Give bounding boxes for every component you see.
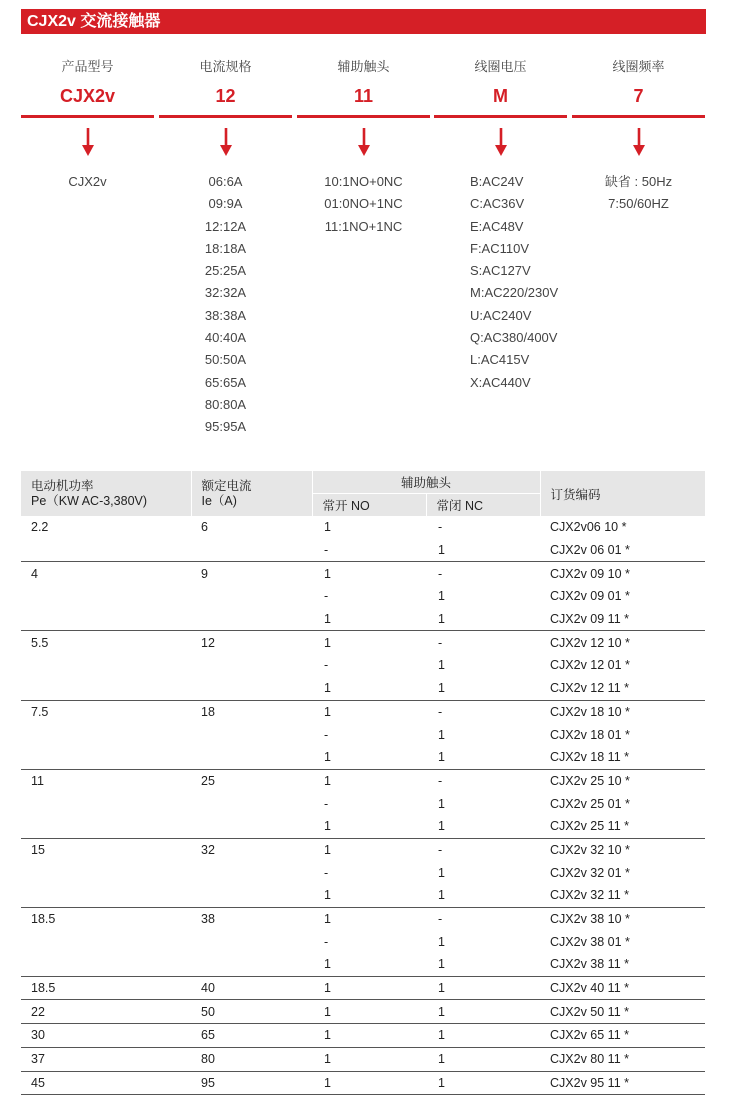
code-column-title: 线圈电压	[474, 59, 527, 74]
cell-rated-current	[191, 677, 312, 700]
cell-order-code: CJX2v 06 01 *	[540, 539, 705, 562]
cell-nc: -	[438, 635, 443, 650]
code-column-rule	[434, 115, 567, 118]
code-column-rule	[21, 115, 154, 118]
cell-rated-current: 40	[191, 976, 312, 1000]
cell-motor-power	[21, 585, 191, 608]
header-motor-power	[21, 471, 191, 516]
header-no: 常开 NO	[312, 494, 426, 517]
table-row	[21, 838, 705, 861]
cell-rated-current: 12	[201, 635, 215, 650]
code-column	[572, 57, 705, 216]
header-aux-contacts: 辅助触头	[312, 471, 540, 494]
table-row	[21, 677, 705, 700]
cell-motor-power	[21, 884, 191, 907]
arrow-down-icon	[572, 126, 705, 166]
cell-order-code: CJX2v 09 10 *	[550, 566, 630, 581]
cell-order-code: CJX2v 38 01 *	[550, 934, 630, 949]
cell-no: -	[324, 727, 329, 742]
cell-nc: 1	[438, 796, 445, 811]
header-nc: 常闭 NC	[426, 494, 540, 517]
arrow-down-icon	[21, 126, 154, 166]
cell-motor-power	[21, 953, 191, 976]
cell-rated-current: 50	[191, 1000, 312, 1024]
table-row	[21, 1047, 705, 1071]
cell-motor-power	[21, 654, 191, 677]
code-column	[21, 57, 154, 193]
table-row	[21, 631, 705, 654]
cell-nc: -	[438, 566, 443, 581]
cell-motor-power	[21, 861, 191, 884]
cell-no: -	[324, 796, 329, 811]
code-option: 50:50A	[204, 352, 247, 368]
code-option: 38:38A	[204, 307, 247, 323]
cell-order-code: CJX2v 18 10 *	[550, 704, 630, 719]
cell-rated-current	[191, 884, 312, 907]
cell-order-code: CJX2v 32 11 *	[540, 884, 705, 907]
cell-no: 1	[312, 815, 426, 838]
code-option: F:AC110V	[470, 240, 530, 256]
table-row	[21, 861, 705, 884]
code-option: M:AC220/230V	[470, 285, 559, 301]
cell-motor-power	[21, 608, 191, 631]
cell-nc: 1	[426, 608, 540, 631]
cell-order-code: CJX2v 09 11 *	[540, 608, 705, 631]
cell-nc: 1	[426, 746, 540, 769]
cell-no: 1	[324, 842, 331, 857]
cell-nc: 1	[438, 727, 445, 742]
cell-rated-current	[191, 746, 312, 769]
cell-nc: 1	[426, 1071, 540, 1095]
code-option: 12:12A	[204, 218, 247, 234]
code-option: X:AC440V	[470, 374, 531, 390]
table-row	[21, 930, 705, 953]
cell-rated-current	[191, 608, 312, 631]
cell-nc: 1	[426, 884, 540, 907]
cell-no: 1	[312, 1000, 426, 1024]
cell-motor-power: 18.5	[31, 912, 56, 927]
table-row	[21, 1071, 705, 1095]
cell-no: 1	[324, 520, 331, 535]
cell-order-code: CJX2v 38 11 *	[540, 953, 705, 976]
cell-no: -	[324, 589, 329, 604]
header-motor-power-line2: Pe（KW AC-3,380V)	[31, 493, 148, 508]
cell-no: 1	[312, 746, 426, 769]
cell-nc: 1	[426, 1000, 540, 1024]
cell-motor-power	[21, 792, 191, 815]
header-rated-current	[191, 471, 312, 516]
code-column-value: 12	[215, 86, 236, 106]
code-column-title: 电流规格	[199, 59, 252, 74]
cell-order-code: CJX2v 38 10 *	[550, 912, 630, 927]
cell-rated-current	[191, 815, 312, 838]
cell-rated-current: 32	[201, 842, 215, 857]
header-motor-power-line1: 电动机功率	[31, 478, 94, 493]
code-option: 18:18A	[204, 240, 247, 256]
code-option: 09:9A	[208, 196, 243, 212]
table-row	[21, 976, 705, 1000]
code-option: 80:80A	[204, 396, 247, 412]
code-column-value: 7	[633, 86, 644, 106]
cell-motor-power	[21, 930, 191, 953]
cell-nc: 1	[426, 815, 540, 838]
cell-rated-current: 25	[201, 773, 215, 788]
table-row	[21, 792, 705, 815]
cell-no: -	[312, 539, 426, 562]
cell-rated-current	[191, 723, 312, 746]
code-column-title: 产品型号	[61, 59, 114, 74]
cell-motor-power: 22	[21, 1000, 191, 1024]
cell-nc: 1	[438, 934, 445, 949]
cell-order-code: CJX2v 12 10 *	[550, 635, 630, 650]
cell-no: 1	[324, 773, 331, 788]
code-option: 95:95A	[204, 419, 247, 435]
cell-motor-power: 11	[31, 773, 44, 788]
page-title-bar	[21, 9, 706, 34]
cell-order-code: CJX2v 50 11 *	[540, 1000, 705, 1024]
code-option: 10:1NO+0NC	[324, 174, 403, 189]
table-row	[21, 608, 705, 631]
code-option: B:AC24V	[470, 174, 524, 189]
table-row	[21, 907, 705, 930]
cell-order-code: CJX2v 12 01 *	[550, 658, 630, 673]
cell-rated-current	[191, 792, 312, 815]
cell-order-code: CJX2v 25 01 *	[550, 796, 630, 811]
cell-order-code: CJX2v 25 11 *	[540, 815, 705, 838]
cell-nc: -	[438, 912, 443, 927]
cell-nc: 1	[426, 1047, 540, 1071]
cell-motor-power: 15	[31, 842, 45, 857]
cell-rated-current: 18	[201, 704, 215, 719]
cell-no: 1	[312, 1024, 426, 1048]
code-option: 32:32A	[204, 285, 247, 301]
code-column-rule	[159, 115, 292, 118]
cell-no: 1	[324, 704, 331, 719]
code-column-value: CJX2v	[59, 86, 116, 106]
code-column-options	[159, 171, 292, 439]
cell-rated-current: 95	[191, 1071, 312, 1095]
table-row	[21, 516, 705, 539]
cell-rated-current: 6	[201, 520, 208, 535]
header-rated-current-line2: Ie（A)	[201, 493, 237, 508]
cell-rated-current	[191, 585, 312, 608]
code-column-options	[434, 171, 567, 394]
cell-motor-power: 45	[21, 1071, 191, 1095]
cell-nc: 1	[438, 658, 445, 673]
code-option: 7:50/60HZ	[608, 196, 669, 212]
cell-rated-current: 38	[201, 912, 215, 927]
table-row	[21, 746, 705, 769]
arrow-down-icon	[434, 126, 567, 166]
table-row	[21, 1024, 705, 1048]
table-row	[21, 654, 705, 677]
table-row	[21, 1000, 705, 1024]
cell-rated-current	[191, 953, 312, 976]
code-option: U:AC240V	[470, 307, 532, 323]
cell-no: 1	[324, 566, 331, 581]
cell-nc: 1	[426, 953, 540, 976]
code-option: 06:6A	[208, 174, 243, 189]
cell-no: 1	[312, 953, 426, 976]
cell-nc: 1	[438, 865, 445, 880]
cell-order-code: CJX2v 09 01 *	[550, 589, 630, 604]
ordering-table	[21, 471, 705, 1095]
cell-order-code: CJX2v 40 11 *	[540, 976, 705, 1000]
cell-no: 1	[312, 976, 426, 1000]
code-option: S:AC127V	[470, 263, 531, 279]
cell-rated-current: 9	[201, 566, 208, 581]
cell-motor-power: 30	[21, 1024, 191, 1048]
cell-order-code: CJX2v 25 10 *	[550, 773, 630, 788]
code-option: E:AC48V	[470, 218, 524, 234]
cell-motor-power	[21, 746, 191, 769]
model-code-breakdown	[21, 57, 706, 437]
arrow-down-icon	[159, 126, 292, 166]
code-option: 40:40A	[204, 330, 247, 346]
cell-motor-power	[21, 723, 191, 746]
cell-nc: 1	[426, 677, 540, 700]
table-row	[21, 700, 705, 723]
code-option: CJX2v	[68, 174, 107, 189]
code-column-options	[297, 171, 430, 238]
table-row	[21, 884, 705, 907]
code-column-value: 11	[353, 86, 374, 106]
header-order-code: 订货编码	[540, 471, 705, 516]
cell-order-code: CJX2v 18 11 *	[540, 746, 705, 769]
cell-order-code: CJX2v 95 11 *	[540, 1071, 705, 1095]
table-row	[21, 723, 705, 746]
cell-rated-current	[191, 539, 312, 562]
cell-motor-power: 2.2	[31, 520, 49, 535]
cell-no: 1	[324, 635, 331, 650]
cell-nc: -	[438, 520, 443, 535]
code-option: 缺省 : 50Hz	[604, 174, 673, 189]
cell-motor-power: 5.5	[31, 635, 49, 650]
cell-motor-power: 18.5	[21, 976, 191, 1000]
cell-rated-current: 65	[191, 1024, 312, 1048]
cell-no: 1	[312, 1071, 426, 1095]
cell-order-code: CJX2v06 10 *	[550, 520, 627, 535]
cell-rated-current	[191, 861, 312, 884]
code-option: 25:25A	[204, 263, 247, 279]
code-column-rule	[297, 115, 430, 118]
cell-nc: 1	[426, 1024, 540, 1048]
table-row	[21, 585, 705, 608]
cell-motor-power	[21, 677, 191, 700]
arrow-down-icon	[297, 126, 430, 166]
code-option: 65:65A	[204, 374, 247, 390]
table-row	[21, 815, 705, 838]
cell-motor-power: 7.5	[31, 704, 49, 719]
cell-order-code: CJX2v 18 01 *	[550, 727, 630, 742]
code-option: 11:1NO+1NC	[324, 218, 403, 234]
cell-order-code: CJX2v 32 10 *	[550, 842, 630, 857]
cell-no: -	[324, 934, 329, 949]
cell-motor-power	[21, 815, 191, 838]
cell-no: 1	[324, 912, 331, 927]
cell-nc: -	[438, 704, 443, 719]
code-option: Q:AC380/400V	[470, 330, 558, 346]
table-row	[21, 562, 705, 585]
code-column	[297, 57, 430, 238]
code-column-title: 线圈频率	[612, 59, 665, 74]
ordering-table-body	[21, 516, 705, 1095]
code-option: C:AC36V	[470, 196, 525, 212]
cell-rated-current	[191, 654, 312, 677]
cell-no: 1	[312, 884, 426, 907]
code-option: L:AC415V	[470, 352, 530, 368]
cell-rated-current: 80	[191, 1047, 312, 1071]
cell-nc: 1	[438, 589, 445, 604]
code-column	[434, 57, 567, 394]
table-row	[21, 953, 705, 976]
code-column-value: M	[493, 86, 508, 106]
cell-nc: 1	[426, 539, 540, 562]
cell-no: 1	[312, 608, 426, 631]
cell-order-code: CJX2v 65 11 *	[540, 1024, 705, 1048]
cell-no: 1	[312, 677, 426, 700]
cell-no: -	[324, 658, 329, 673]
cell-nc: -	[438, 842, 443, 857]
cell-order-code: CJX2v 80 11 *	[540, 1047, 705, 1071]
code-option: 01:0NO+1NC	[324, 196, 403, 212]
page-title: CJX2v 交流接触器	[27, 13, 161, 30]
cell-order-code: CJX2v 12 11 *	[540, 677, 705, 700]
table-row	[21, 539, 705, 562]
code-column-rule	[572, 115, 705, 118]
cell-no: -	[324, 865, 329, 880]
cell-no: 1	[312, 1047, 426, 1071]
cell-nc: -	[438, 773, 443, 788]
cell-motor-power: 4	[31, 566, 38, 581]
cell-rated-current	[191, 930, 312, 953]
table-row	[21, 769, 705, 792]
cell-nc: 1	[426, 976, 540, 1000]
cell-motor-power: 37	[21, 1047, 191, 1071]
header-rated-current-line1: 额定电流	[201, 478, 252, 493]
code-column-title: 辅助触头	[337, 59, 390, 74]
code-column-options	[21, 171, 154, 193]
cell-motor-power	[21, 539, 191, 562]
code-column-options	[572, 171, 705, 216]
cell-order-code: CJX2v 32 01 *	[550, 865, 630, 880]
code-column	[159, 57, 292, 439]
